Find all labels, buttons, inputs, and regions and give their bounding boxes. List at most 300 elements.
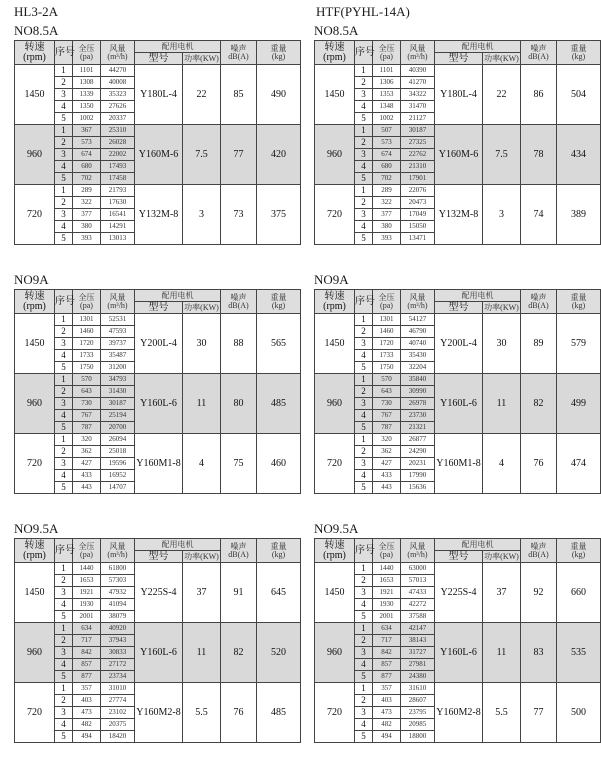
flow-cell: 40008 bbox=[101, 77, 135, 89]
pressure-cell: 357 bbox=[73, 683, 101, 695]
index-cell: 2 bbox=[355, 77, 373, 89]
flow-header-label: 风量 bbox=[409, 541, 426, 551]
weight-header bbox=[257, 290, 301, 314]
noise-cell: 74 bbox=[521, 185, 557, 245]
noise-header-label: 噪声 bbox=[530, 43, 547, 53]
index-header bbox=[355, 290, 373, 314]
pressure-cell: 877 bbox=[373, 671, 401, 683]
flow-cell: 21321 bbox=[401, 422, 435, 434]
table-row bbox=[315, 563, 601, 575]
index-cell: 3 bbox=[55, 209, 73, 221]
index-cell: 5 bbox=[55, 731, 73, 743]
pressure-cell: 473 bbox=[373, 707, 401, 719]
motor-power-cell: 11 bbox=[483, 623, 521, 683]
power-header-label: 功率(KW) bbox=[184, 53, 219, 63]
flow-cell: 31610 bbox=[401, 683, 435, 695]
flow-cell: 27325 bbox=[401, 137, 435, 149]
pressure-cell: 643 bbox=[373, 386, 401, 398]
pressure-cell: 393 bbox=[73, 233, 101, 245]
section-title: NO9.5A bbox=[14, 521, 59, 536]
noise-cell: 88 bbox=[221, 314, 257, 374]
motor-model-cell: Y160M2-8 bbox=[135, 683, 183, 743]
model-header-label: 型号 bbox=[148, 550, 169, 562]
index-cell: 2 bbox=[355, 197, 373, 209]
speed-group bbox=[15, 434, 301, 494]
table-row bbox=[315, 623, 601, 635]
index-cell: 4 bbox=[355, 161, 373, 173]
flow-cell: 57013 bbox=[401, 575, 435, 587]
speed-header bbox=[315, 290, 355, 314]
noise-header bbox=[221, 41, 257, 65]
index-header-label: 序号 bbox=[55, 544, 75, 556]
noise-cell: 86 bbox=[521, 65, 557, 125]
index-cell: 5 bbox=[55, 671, 73, 683]
index-cell: 2 bbox=[55, 197, 73, 209]
index-header-label: 序号 bbox=[355, 46, 375, 58]
index-cell: 5 bbox=[355, 422, 373, 434]
pressure-cell: 2001 bbox=[373, 611, 401, 623]
flow-cell: 18800 bbox=[401, 731, 435, 743]
weight-header bbox=[257, 539, 301, 563]
motor-model-cell: Y160M2-8 bbox=[435, 683, 483, 743]
model-header-label: 型号 bbox=[448, 52, 469, 64]
noise-header bbox=[521, 539, 557, 563]
noise-cell: 73 bbox=[221, 185, 257, 245]
motor-model-cell: Y132M-8 bbox=[435, 185, 483, 245]
pressure-cell: 433 bbox=[73, 470, 101, 482]
flow-cell: 47932 bbox=[101, 587, 135, 599]
pressure-header bbox=[373, 539, 401, 563]
pressure-header-unit: (pa) bbox=[80, 51, 93, 61]
flow-cell: 27981 bbox=[401, 659, 435, 671]
pressure-cell: 1002 bbox=[73, 113, 101, 125]
flow-cell: 44270 bbox=[101, 65, 135, 77]
flow-header-label: 风量 bbox=[109, 541, 126, 551]
pressure-cell: 427 bbox=[73, 458, 101, 470]
flow-cell: 17990 bbox=[401, 470, 435, 482]
pressure-cell: 494 bbox=[73, 731, 101, 743]
flow-cell: 21310 bbox=[401, 161, 435, 173]
pressure-cell: 767 bbox=[73, 410, 101, 422]
flow-cell: 27172 bbox=[101, 659, 135, 671]
pressure-cell: 787 bbox=[373, 422, 401, 434]
index-cell: 5 bbox=[55, 173, 73, 185]
pressure-cell: 380 bbox=[373, 221, 401, 233]
pressure-cell: 1101 bbox=[373, 65, 401, 77]
power-header-label: 功率(KW) bbox=[184, 551, 219, 561]
noise-header-label: 噪声 bbox=[530, 292, 547, 302]
index-cell: 4 bbox=[55, 719, 73, 731]
flow-header-label: 风量 bbox=[409, 43, 426, 53]
speed-header-unit: (rpm) bbox=[23, 549, 46, 561]
pressure-cell: 1750 bbox=[373, 362, 401, 374]
power-header-label: 功率(KW) bbox=[484, 53, 519, 63]
pressure-cell: 877 bbox=[73, 671, 101, 683]
flow-cell: 46790 bbox=[401, 326, 435, 338]
speed-group bbox=[15, 185, 301, 245]
index-cell: 3 bbox=[355, 707, 373, 719]
speed-header bbox=[15, 41, 55, 65]
weight-cell: 579 bbox=[557, 314, 601, 374]
speed-header-label: 转速 bbox=[324, 290, 345, 302]
index-cell: 1 bbox=[55, 434, 73, 446]
index-cell: 5 bbox=[355, 173, 373, 185]
index-cell: 4 bbox=[55, 101, 73, 113]
flow-cell: 23730 bbox=[401, 410, 435, 422]
section-title: NO9.5A bbox=[314, 521, 359, 536]
flow-cell: 23734 bbox=[101, 671, 135, 683]
flow-cell: 23102 bbox=[101, 707, 135, 719]
pressure-cell: 443 bbox=[373, 482, 401, 494]
pressure-cell: 1101 bbox=[73, 65, 101, 77]
weight-header bbox=[257, 41, 301, 65]
speed-group bbox=[315, 125, 601, 185]
section-title: NO8.5A bbox=[14, 23, 59, 38]
pressure-cell: 842 bbox=[373, 647, 401, 659]
model-header bbox=[435, 302, 483, 314]
index-cell: 4 bbox=[355, 719, 373, 731]
pressure-cell: 482 bbox=[73, 719, 101, 731]
flow-cell: 32204 bbox=[401, 362, 435, 374]
pressure-cell: 1921 bbox=[73, 587, 101, 599]
index-cell: 3 bbox=[55, 149, 73, 161]
motor-model-cell: Y225S-4 bbox=[135, 563, 183, 623]
page-title-left: HL3-2A bbox=[14, 4, 59, 19]
index-cell: 1 bbox=[355, 563, 373, 575]
speed-group bbox=[315, 374, 601, 434]
index-cell: 2 bbox=[55, 575, 73, 587]
flow-cell: 15050 bbox=[401, 221, 435, 233]
pressure-cell: 443 bbox=[73, 482, 101, 494]
index-header bbox=[355, 539, 373, 563]
flow-cell: 20231 bbox=[401, 458, 435, 470]
motor-header-label: 配用电机 bbox=[161, 41, 194, 51]
pressure-cell: 1350 bbox=[73, 101, 101, 113]
noise-cell: 75 bbox=[221, 434, 257, 494]
speed-cell: 960 bbox=[315, 374, 355, 434]
index-cell: 2 bbox=[55, 446, 73, 458]
table-row bbox=[315, 683, 601, 695]
flow-cell: 20337 bbox=[101, 113, 135, 125]
power-header bbox=[483, 551, 521, 563]
fan-spec-table bbox=[14, 289, 301, 494]
index-cell: 5 bbox=[55, 482, 73, 494]
flow-cell: 17458 bbox=[101, 173, 135, 185]
flow-cell: 19596 bbox=[101, 458, 135, 470]
speed-cell: 720 bbox=[15, 683, 55, 743]
flow-cell: 26978 bbox=[401, 398, 435, 410]
motor-model-cell: Y160L-6 bbox=[435, 374, 483, 434]
pressure-cell: 427 bbox=[373, 458, 401, 470]
weight-header-label: 重量 bbox=[270, 43, 287, 53]
pressure-cell: 507 bbox=[373, 125, 401, 137]
flow-cell: 25018 bbox=[101, 446, 135, 458]
index-cell: 1 bbox=[55, 683, 73, 695]
pressure-header-unit: (pa) bbox=[380, 300, 393, 310]
model-header-label: 型号 bbox=[148, 52, 169, 64]
index-cell: 4 bbox=[55, 659, 73, 671]
speed-group bbox=[15, 65, 301, 125]
index-cell: 1 bbox=[355, 65, 373, 77]
flow-cell: 17630 bbox=[101, 197, 135, 209]
index-cell: 3 bbox=[355, 647, 373, 659]
speed-cell: 1450 bbox=[315, 65, 355, 125]
noise-cell: 80 bbox=[221, 374, 257, 434]
pressure-cell: 289 bbox=[73, 185, 101, 197]
table-row bbox=[315, 65, 601, 77]
speed-cell: 720 bbox=[15, 434, 55, 494]
speed-group bbox=[315, 185, 601, 245]
speed-cell: 1450 bbox=[315, 563, 355, 623]
pressure-cell: 674 bbox=[373, 149, 401, 161]
flow-cell: 30990 bbox=[401, 386, 435, 398]
motor-power-cell: 37 bbox=[183, 563, 221, 623]
flow-cell: 18420 bbox=[101, 731, 135, 743]
speed-group bbox=[315, 434, 601, 494]
flow-header-unit: (m³/h) bbox=[407, 51, 428, 61]
index-cell: 4 bbox=[55, 410, 73, 422]
index-cell: 4 bbox=[355, 470, 373, 482]
pressure-cell: 494 bbox=[373, 731, 401, 743]
index-cell: 1 bbox=[55, 185, 73, 197]
index-cell: 4 bbox=[355, 221, 373, 233]
index-cell: 3 bbox=[355, 338, 373, 350]
index-cell: 2 bbox=[355, 695, 373, 707]
flow-cell: 38143 bbox=[401, 635, 435, 647]
noise-cell: 82 bbox=[521, 374, 557, 434]
noise-header-label: 噪声 bbox=[230, 292, 247, 302]
index-cell: 1 bbox=[55, 563, 73, 575]
weight-header-unit: (kg) bbox=[571, 549, 586, 559]
model-header bbox=[135, 551, 183, 563]
motor-power-cell: 3 bbox=[183, 185, 221, 245]
weight-header-label: 重量 bbox=[270, 292, 287, 302]
pressure-cell: 1930 bbox=[73, 599, 101, 611]
index-cell: 5 bbox=[55, 113, 73, 125]
pressure-cell: 289 bbox=[373, 185, 401, 197]
pressure-header-label: 全压 bbox=[78, 292, 95, 302]
pressure-cell: 1653 bbox=[73, 575, 101, 587]
motor-power-cell: 5.5 bbox=[183, 683, 221, 743]
flow-cell: 20700 bbox=[101, 422, 135, 434]
pressure-header bbox=[73, 290, 101, 314]
weight-cell: 645 bbox=[257, 563, 301, 623]
flow-cell: 42147 bbox=[401, 623, 435, 635]
flow-header-label: 风量 bbox=[409, 292, 426, 302]
table-header bbox=[315, 41, 601, 65]
flow-cell: 16952 bbox=[101, 470, 135, 482]
motor-model-cell: Y160L-6 bbox=[435, 623, 483, 683]
flow-cell: 31430 bbox=[101, 386, 135, 398]
flow-cell: 31727 bbox=[401, 647, 435, 659]
pressure-cell: 730 bbox=[73, 398, 101, 410]
pressure-cell: 857 bbox=[73, 659, 101, 671]
pressure-cell: 403 bbox=[373, 695, 401, 707]
pressure-cell: 1733 bbox=[373, 350, 401, 362]
pressure-cell: 857 bbox=[373, 659, 401, 671]
speed-header bbox=[315, 41, 355, 65]
index-cell: 4 bbox=[355, 599, 373, 611]
noise-header-label: 噪声 bbox=[230, 43, 247, 53]
table-header bbox=[315, 539, 601, 563]
index-cell: 2 bbox=[355, 635, 373, 647]
fan-spec-table bbox=[314, 538, 601, 743]
noise-cell: 77 bbox=[521, 683, 557, 743]
pressure-cell: 393 bbox=[373, 233, 401, 245]
pressure-cell: 362 bbox=[73, 446, 101, 458]
motor-power-cell: 5.5 bbox=[483, 683, 521, 743]
flow-cell: 35323 bbox=[101, 89, 135, 101]
speed-header-unit: (rpm) bbox=[323, 549, 346, 561]
power-header-label: 功率(KW) bbox=[484, 302, 519, 312]
model-header-label: 型号 bbox=[148, 301, 169, 313]
index-cell: 4 bbox=[355, 350, 373, 362]
model-header-label: 型号 bbox=[448, 301, 469, 313]
motor-model-cell: Y160M-6 bbox=[435, 125, 483, 185]
fan-spec-table bbox=[14, 40, 301, 245]
index-cell: 2 bbox=[55, 635, 73, 647]
speed-cell: 720 bbox=[315, 185, 355, 245]
index-cell: 5 bbox=[355, 611, 373, 623]
index-cell: 5 bbox=[55, 362, 73, 374]
index-cell: 5 bbox=[355, 671, 373, 683]
flow-cell: 22002 bbox=[101, 149, 135, 161]
index-cell: 3 bbox=[355, 89, 373, 101]
table-row bbox=[15, 623, 301, 635]
speed-group bbox=[15, 623, 301, 683]
weight-cell: 460 bbox=[257, 434, 301, 494]
pressure-cell: 702 bbox=[373, 173, 401, 185]
flow-header bbox=[101, 41, 135, 65]
flow-cell: 39737 bbox=[101, 338, 135, 350]
index-cell: 2 bbox=[355, 575, 373, 587]
index-cell: 5 bbox=[355, 233, 373, 245]
page-title-right: HTF(PYHL-14A) bbox=[316, 4, 410, 19]
motor-power-cell: 30 bbox=[483, 314, 521, 374]
index-cell: 3 bbox=[55, 398, 73, 410]
flow-cell: 15636 bbox=[401, 482, 435, 494]
speed-header-unit: (rpm) bbox=[23, 300, 46, 312]
flow-header-unit: (m³/h) bbox=[107, 300, 128, 310]
speed-header-label: 转速 bbox=[24, 290, 45, 302]
index-cell: 5 bbox=[355, 482, 373, 494]
pressure-cell: 1440 bbox=[73, 563, 101, 575]
flow-cell: 27774 bbox=[101, 695, 135, 707]
flow-cell: 42272 bbox=[401, 599, 435, 611]
model-header bbox=[435, 551, 483, 563]
motor-model-cell: Y160M1-8 bbox=[435, 434, 483, 494]
table-row bbox=[15, 125, 301, 137]
speed-group bbox=[15, 314, 301, 374]
index-cell: 3 bbox=[55, 587, 73, 599]
motor-model-cell: Y180L-4 bbox=[435, 65, 483, 125]
flow-cell: 16541 bbox=[101, 209, 135, 221]
index-cell: 4 bbox=[55, 470, 73, 482]
weight-header-label: 重量 bbox=[570, 541, 587, 551]
noise-header-label: 噪声 bbox=[230, 541, 247, 551]
noise-header-unit: dB(A) bbox=[528, 51, 549, 61]
flow-cell: 52531 bbox=[101, 314, 135, 326]
power-header bbox=[183, 53, 221, 65]
noise-cell: 78 bbox=[521, 125, 557, 185]
flow-cell: 63000 bbox=[401, 563, 435, 575]
index-cell: 2 bbox=[355, 446, 373, 458]
pressure-cell: 1308 bbox=[73, 77, 101, 89]
flow-cell: 17049 bbox=[401, 209, 435, 221]
motor-header-label: 配用电机 bbox=[161, 539, 194, 549]
noise-cell: 92 bbox=[521, 563, 557, 623]
power-header bbox=[483, 53, 521, 65]
index-cell: 1 bbox=[55, 65, 73, 77]
fan-spec-table bbox=[314, 289, 601, 494]
table-row bbox=[15, 563, 301, 575]
index-cell: 1 bbox=[355, 125, 373, 137]
pressure-header-label: 全压 bbox=[378, 43, 395, 53]
pressure-cell: 1720 bbox=[373, 338, 401, 350]
flow-cell: 13471 bbox=[401, 233, 435, 245]
index-cell: 1 bbox=[355, 683, 373, 695]
index-header-label: 序号 bbox=[355, 544, 375, 556]
power-header-label: 功率(KW) bbox=[484, 551, 519, 561]
motor-model-cell: Y200L-4 bbox=[135, 314, 183, 374]
pressure-cell: 717 bbox=[73, 635, 101, 647]
pressure-header-unit: (pa) bbox=[380, 549, 393, 559]
weight-cell: 375 bbox=[257, 185, 301, 245]
index-cell: 3 bbox=[355, 458, 373, 470]
pressure-cell: 1301 bbox=[373, 314, 401, 326]
speed-header-label: 转速 bbox=[324, 41, 345, 53]
index-cell: 5 bbox=[55, 611, 73, 623]
flow-cell: 35487 bbox=[101, 350, 135, 362]
index-cell: 2 bbox=[55, 386, 73, 398]
speed-cell: 960 bbox=[315, 125, 355, 185]
pressure-cell: 322 bbox=[373, 197, 401, 209]
flow-cell: 17901 bbox=[401, 173, 435, 185]
table-row bbox=[315, 374, 601, 386]
noise-header bbox=[521, 290, 557, 314]
model-header bbox=[135, 53, 183, 65]
motor-power-cell: 11 bbox=[483, 374, 521, 434]
index-cell: 1 bbox=[355, 314, 373, 326]
section-title: NO9A bbox=[314, 272, 349, 287]
pressure-header bbox=[73, 41, 101, 65]
speed-cell: 1450 bbox=[15, 65, 55, 125]
noise-cell: 76 bbox=[521, 434, 557, 494]
flow-cell: 31470 bbox=[401, 101, 435, 113]
speed-cell: 960 bbox=[15, 374, 55, 434]
pressure-cell: 377 bbox=[373, 209, 401, 221]
pressure-cell: 702 bbox=[73, 173, 101, 185]
pressure-cell: 1306 bbox=[373, 77, 401, 89]
pressure-header-label: 全压 bbox=[378, 292, 395, 302]
speed-header bbox=[15, 290, 55, 314]
speed-cell: 1450 bbox=[315, 314, 355, 374]
speed-group bbox=[15, 125, 301, 185]
noise-cell: 77 bbox=[221, 125, 257, 185]
pressure-cell: 1353 bbox=[373, 89, 401, 101]
model-header bbox=[135, 302, 183, 314]
index-cell: 3 bbox=[55, 707, 73, 719]
speed-cell: 960 bbox=[15, 125, 55, 185]
pressure-cell: 680 bbox=[73, 161, 101, 173]
noise-header-unit: dB(A) bbox=[528, 549, 549, 559]
index-header-label: 序号 bbox=[55, 46, 75, 58]
noise-cell: 91 bbox=[221, 563, 257, 623]
flow-cell: 31200 bbox=[101, 362, 135, 374]
noise-header-unit: dB(A) bbox=[228, 549, 249, 559]
speed-header bbox=[315, 539, 355, 563]
speed-cell: 1450 bbox=[15, 563, 55, 623]
